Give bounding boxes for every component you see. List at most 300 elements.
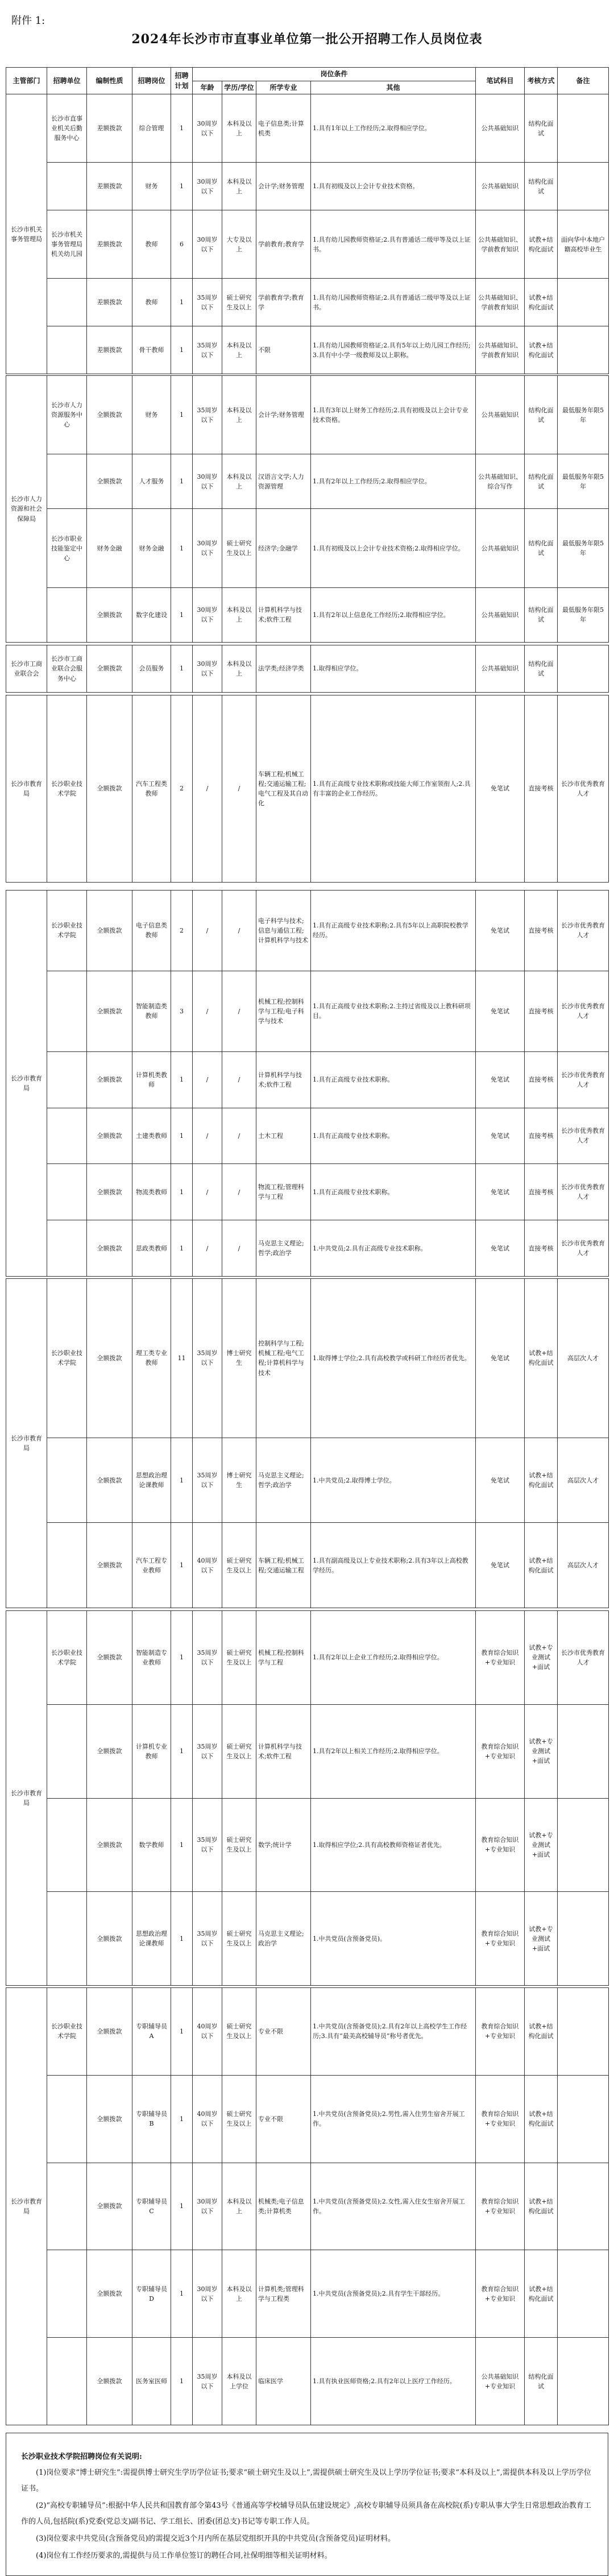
post-cell: 专职辅导员D (132, 2250, 171, 2338)
method-cell: 结构化面试 (525, 163, 558, 210)
exam-cell: 免笔试 (476, 1051, 525, 1108)
edu-cell: 本科及以上 (222, 163, 256, 210)
unit-cell (47, 1108, 87, 1164)
unit-cell (47, 1220, 87, 1277)
other-cell: 1.具有正高级专业技术职称。 (311, 1164, 476, 1220)
other-cell: 1.具有正高级专业技术职称;2.具有5年以上高职院校教学经历。 (311, 891, 476, 971)
age-cell: 35周岁以下 (193, 1279, 222, 1438)
num-cell: 1 (171, 163, 193, 210)
remark-cell (558, 2163, 609, 2250)
other-cell: 1.具有2年以上信息化工作经历;2.取得相应学位。 (311, 587, 476, 642)
other-cell: 1.取得相应学位。 (311, 645, 476, 693)
note-item: (1)岗位要求“博士研究生”:需提供博士研究生学历学位证书;要求“硕士研究生及以上”,需提供硕士研究生及以上学历学位证书;要求“本科及以上”,需提供本科及以上学历学位证书。 (21, 2468, 591, 2493)
unit-cell: 长沙职业技术学院 (47, 1611, 87, 1705)
age-cell: / (193, 1164, 222, 1220)
major-cell: 机械类;电子信息类;计算机类 (256, 2163, 311, 2250)
remark-cell: 长沙市优秀教育人才 (558, 1220, 609, 1277)
unit-cell (47, 1164, 87, 1220)
header-post: 招聘岗位 (132, 68, 171, 94)
unit-cell (47, 1704, 87, 1798)
table-row (6, 1220, 609, 1277)
remark-cell: 最低服务年限5年 (558, 454, 609, 509)
other-cell: 1.中共党员;2.取得博士学位。 (311, 1438, 476, 1523)
edu-cell: / (222, 1108, 256, 1164)
method-cell: 结构化面试 (525, 587, 558, 642)
exam-cell: 免笔试 (476, 1438, 525, 1523)
num-cell: 1 (171, 1798, 193, 1892)
major-cell: 物流工程;管理科学与工程 (256, 1164, 311, 1220)
header-type: 编制性质 (87, 68, 132, 94)
type-cell: 全额拨款 (87, 1523, 132, 1608)
age-cell: / (193, 971, 222, 1051)
num-cell: 2 (171, 695, 193, 883)
method-cell: 结构化面试 (525, 509, 558, 587)
dept-cell: 长沙市人力资源和社会保障局 (6, 376, 47, 643)
type-cell: 全额拨款 (87, 1611, 132, 1705)
table-row (6, 1164, 609, 1220)
table-row (6, 326, 609, 374)
method-cell: 试教+结构化面试 (525, 2250, 558, 2338)
unit-cell (47, 1051, 87, 1108)
exam-cell: 免笔试 (476, 1279, 525, 1438)
type-cell: 全额拨款 (87, 695, 132, 883)
header-major: 所学专业 (256, 81, 311, 94)
other-cell: 1.中共党员(含预备党员);2.男性,需入住男生宿舍开展工作。 (311, 2075, 476, 2163)
table-row (6, 94, 609, 163)
remark-cell (558, 1988, 609, 2076)
remark-cell: 长沙市优秀教育人才 (558, 1108, 609, 1164)
header-method: 考核方式 (525, 68, 558, 94)
method-cell: 直接考核 (525, 971, 558, 1051)
notes-title: 长沙职业技术学院招聘岗位有关说明: (21, 2453, 142, 2461)
unit-cell (47, 971, 87, 1051)
edu-cell: 硕士研究生及以上 (222, 1892, 256, 1986)
unit-cell (47, 1798, 87, 1892)
unit-cell: 长沙市机关事务管理局机关幼儿园 (47, 210, 87, 279)
other-cell: 1.具有初级及以上会计专业技术资格;2.取得相应学位。 (311, 509, 476, 587)
major-cell: 会计学;财务管理 (256, 163, 311, 210)
age-cell: / (193, 891, 222, 971)
age-cell: 35周岁以下 (193, 2338, 222, 2425)
edu-cell: 大专及以上 (222, 210, 256, 279)
type-cell: 差额拨款 (87, 210, 132, 279)
age-cell: 35周岁以下 (193, 1892, 222, 1986)
major-cell: 机械工程;控制科学与工程 (256, 1611, 311, 1705)
age-cell: 40周岁以下 (193, 1523, 222, 1608)
edu-cell: 本科及以上学位 (222, 2338, 256, 2425)
exam-cell: 免笔试 (476, 1220, 525, 1277)
post-cell: 智能制造专业教师 (132, 1611, 171, 1705)
age-cell: 30周岁以下 (193, 587, 222, 642)
major-cell: 车辆工程;机械工程;交通运输工程;电气工程及其自动化 (256, 695, 311, 883)
post-cell: 财务 (132, 376, 171, 454)
major-cell: 电子信息类;计算机类 (256, 94, 311, 163)
post-cell: 教师 (132, 279, 171, 326)
other-cell: 1.具有执业医师资格;2.具有2年以上医疗工作经历。 (311, 2338, 476, 2425)
note-item: (4)岗位有工作经历要求的,需提供与员工作单位签订的聘任合同,社保明细等相关证明材料。 (36, 2551, 332, 2560)
method-cell: 直接考核 (525, 1051, 558, 1108)
post-cell: 汽车工程类教师 (132, 695, 171, 883)
unit-cell (47, 326, 87, 374)
post-cell: 智能制造类教师 (132, 971, 171, 1051)
dept-cell: 长沙市工商业联合会 (6, 645, 47, 693)
post-cell: 人才服务 (132, 454, 171, 509)
method-cell: 结构化面试 (525, 376, 558, 454)
age-cell: 30周岁以下 (193, 2250, 222, 2338)
table-row (6, 279, 609, 326)
method-cell: 结构化面试 (525, 645, 558, 693)
table-row (6, 1438, 609, 1523)
type-cell: 全额拨款 (87, 376, 132, 454)
exam-cell: 公共基础知识、学前教育知识 (476, 279, 525, 326)
type-cell: 全额拨款 (87, 1108, 132, 1164)
type-cell: 全额拨款 (87, 891, 132, 971)
table-row (6, 1108, 609, 1164)
header-edu: 学历/学位 (222, 81, 256, 94)
unit-cell: 长沙职业技术学院 (47, 891, 87, 971)
unit-cell: 长沙市直事业机关后勤服务中心 (47, 94, 87, 163)
table-row (6, 695, 609, 883)
remark-cell: 最低服务年限5年 (558, 509, 609, 587)
table-row (6, 1988, 609, 2076)
major-cell: 计算机科学与技术;软件工程 (256, 1051, 311, 1108)
table-row (6, 1611, 609, 1705)
type-cell: 全额拨款 (87, 1704, 132, 1798)
num-cell: 3 (171, 971, 193, 1051)
header-num: 招聘计划 (171, 68, 193, 94)
job-table (6, 375, 609, 643)
table-row (6, 210, 609, 279)
type-cell: 全额拨款 (87, 1220, 132, 1277)
unit-cell (47, 454, 87, 509)
type-cell: 全额拨款 (87, 1988, 132, 2076)
header-dept: 主管部门 (6, 68, 47, 94)
num-cell: 1 (171, 1611, 193, 1705)
note-item: (3)岗位要求中共党员(含预备党员)的需提交近3个月内所在基层党组织开具的中共党员(含预备党员)证明材料。 (36, 2534, 395, 2543)
other-cell: 1.中共党员(含预备党员);2.具有学生干部经历。 (311, 2250, 476, 2338)
major-cell: 专业不限 (256, 2075, 311, 2163)
remark-cell (558, 2338, 609, 2425)
unit-cell: 长沙市人力资源服务中心 (47, 376, 87, 454)
exam-cell: 公共基础知识 (476, 94, 525, 163)
age-cell: / (193, 1108, 222, 1164)
method-cell: 试教+结构化面试 (525, 2163, 558, 2250)
job-table (6, 1987, 609, 2425)
exam-cell: 公共基础知识、综合写作 (476, 454, 525, 509)
edu-cell: 本科及以上 (222, 2250, 256, 2338)
dept-cell: 长沙市教育局 (6, 891, 47, 1277)
method-cell: 试教+结构化面试 (525, 279, 558, 326)
num-cell: 1 (171, 1523, 193, 1608)
major-cell: 数学;统计学 (256, 1798, 311, 1892)
edu-cell: 本科及以上 (222, 454, 256, 509)
exam-cell: 教育综合知识+专业知识 (476, 2075, 525, 2163)
exam-cell: 公共基础知识 (476, 163, 525, 210)
edu-cell: 本科及以上 (222, 2163, 256, 2250)
major-cell: 机械工程;控制科学与工程;电子科学与技术 (256, 971, 311, 1051)
unit-cell: 长沙市职业技能鉴定中心 (47, 509, 87, 587)
num-cell: 1 (171, 1108, 193, 1164)
table-row (6, 2075, 609, 2163)
post-cell: 骨干教师 (132, 326, 171, 374)
num-cell: 1 (171, 2163, 193, 2250)
post-cell: 医务室医师 (132, 2338, 171, 2425)
post-cell: 数字化建设 (132, 587, 171, 642)
exam-cell: 免笔试 (476, 1164, 525, 1220)
num-cell: 1 (171, 509, 193, 587)
other-cell: 1.取得博士学位;2.具有高校教学或科研工作经历者优先。 (311, 1279, 476, 1438)
method-cell: 试教+专业测试+面试 (525, 1611, 558, 1705)
table-row (6, 1051, 609, 1108)
type-cell: 差额拨款 (87, 326, 132, 374)
other-cell: 1.中共党员(含预备党员);2.女性,需入住女生宿舍开展工作。 (311, 2163, 476, 2250)
edu-cell: / (222, 1164, 256, 1220)
major-cell: 计算机科学与技术;软件工程 (256, 1704, 311, 1798)
post-cell: 理工类专业教师 (132, 1279, 171, 1438)
unit-cell: 长沙职业技术学院 (47, 695, 87, 883)
type-cell: 财务金融 (87, 509, 132, 587)
job-table (6, 1610, 609, 1986)
header-other: 其他 (311, 81, 476, 94)
post-cell: 计算机专业教师 (132, 1704, 171, 1798)
exam-cell: 教育综合知识+专业知识 (476, 1704, 525, 1798)
other-cell: 1.具有正高级专业技术职称。 (311, 1051, 476, 1108)
other-cell: 1.具有幼儿园教师资格证;2.具有普通话二级甲等及以上证书。 (311, 210, 476, 279)
job-table (6, 1278, 609, 1608)
note-item: (2)“高校专职辅导员”:根据中华人民共和国教育部令第43号《普通高等学校辅导员队伍建设规定》,高校专职辅导员须具备在高校院(系)专职从事大学生日常思想政治教育工作的人员,包括院(系)党委(党总支)副书记、学工组长、团委(团总支)书记等专职工作人员。 (21, 2501, 591, 2526)
unit-cell (47, 1438, 87, 1523)
method-cell: 试教+专业测试+面试 (525, 1704, 558, 1798)
other-cell: 1.取得相应学位;2.具有高校教师资格证者优先。 (311, 1798, 476, 1892)
post-cell: 数学教师 (132, 1798, 171, 1892)
method-cell: 试教+结构化面试 (525, 210, 558, 279)
major-cell: 车辆工程;机械工程;交通运输工程 (256, 1523, 311, 1608)
dept-cell: 长沙市教育局 (6, 1611, 47, 1986)
other-cell: 1.中共党员;2.具有正高级专业技术职称。 (311, 1220, 476, 1277)
age-cell: 35周岁以下 (193, 376, 222, 454)
header-cond: 岗位条件 (193, 68, 476, 81)
num-cell: 11 (171, 1279, 193, 1438)
type-cell: 全额拨款 (87, 2075, 132, 2163)
remark-cell: 长沙市优秀教育人才 (558, 1164, 609, 1220)
edu-cell: / (222, 1220, 256, 1277)
table-row (6, 509, 609, 587)
edu-cell: 硕士研究生及以上 (222, 1798, 256, 1892)
table-row (6, 2338, 609, 2425)
page-title: 2024年长沙市市直事业单位第一批公开招聘工作人员岗位表 (131, 32, 483, 47)
unit-cell: 长沙职业技术学院 (47, 1988, 87, 2076)
remark-cell (558, 163, 609, 210)
age-cell: 35周岁以下 (193, 279, 222, 326)
method-cell: 直接考核 (525, 891, 558, 971)
unit-cell: 长沙市工商业联合会服务中心 (47, 645, 87, 693)
post-cell: 思政类教师 (132, 1220, 171, 1277)
header-unit: 招聘单位 (47, 68, 87, 94)
remark-cell: 长沙市优秀教育人才 (558, 971, 609, 1051)
method-cell: 试教+结构化面试 (525, 2075, 558, 2163)
remark-cell: 最低服务年限5年 (558, 587, 609, 642)
edu-cell: / (222, 971, 256, 1051)
major-cell: 马克思主义理论;政治学 (256, 1892, 311, 1986)
post-cell: 土建类教师 (132, 1108, 171, 1164)
other-cell: 1.具有2年以上工作经历;2.取得相应学位。 (311, 454, 476, 509)
exam-cell: 免笔试 (476, 1523, 525, 1608)
method-cell: 试教+结构化面试 (525, 1279, 558, 1438)
exam-cell: 公共基础知识+专业知识 (476, 2338, 525, 2425)
dept-cell: 长沙市教育局 (6, 1988, 47, 2425)
major-cell: 临床医学 (256, 2338, 311, 2425)
exam-cell: 教育综合知识+专业知识 (476, 1798, 525, 1892)
major-cell: 电子科学与技术;信息与通信工程;计算机科学与技术 (256, 891, 311, 971)
major-cell: 法学类;经济学类 (256, 645, 311, 693)
type-cell: 全额拨款 (87, 2163, 132, 2250)
remark-cell (558, 1704, 609, 1798)
major-cell: 会计学;财务管理 (256, 376, 311, 454)
table-row (6, 1798, 609, 1892)
post-cell: 财务金融 (132, 509, 171, 587)
major-cell: 控制科学与工程;机械工程;电气工程;计算机科学与技术 (256, 1279, 311, 1438)
table-row (6, 891, 609, 971)
post-cell: 物流类教师 (132, 1164, 171, 1220)
edu-cell: 本科及以上 (222, 326, 256, 374)
job-table (6, 645, 609, 693)
header-age: 年龄 (193, 81, 222, 94)
remark-cell (558, 1798, 609, 1892)
table-row (6, 2250, 609, 2338)
age-cell: 30周岁以下 (193, 509, 222, 587)
other-cell: 1.具有正高级专业技术职称;2.主持过省级及以上教科研项目。 (311, 971, 476, 1051)
type-cell: 全额拨款 (87, 1438, 132, 1523)
table-row (6, 376, 609, 454)
remark-cell (558, 2075, 609, 2163)
age-cell: 35周岁以下 (193, 1611, 222, 1705)
notes-box (6, 2433, 608, 2576)
major-cell: 专业不限 (256, 1988, 311, 2076)
type-cell: 全额拨款 (87, 1279, 132, 1438)
unit-cell (47, 587, 87, 642)
edu-cell: 硕士研究生及以上 (222, 1523, 256, 1608)
num-cell: 1 (171, 1704, 193, 1798)
method-cell: 试教+结构化面试 (525, 326, 558, 374)
major-cell: 土木工程 (256, 1108, 311, 1164)
type-cell: 差额拨款 (87, 279, 132, 326)
header-row (6, 68, 609, 81)
edu-cell: 硕士研究生及以上 (222, 2075, 256, 2163)
major-cell: 计算机科学与技术;软件工程 (256, 587, 311, 642)
remark-cell (558, 1892, 609, 1986)
attachment-label: 附件 1: (11, 15, 45, 27)
method-cell: 结构化面试 (525, 2338, 558, 2425)
table-row (6, 163, 609, 210)
unit-cell (47, 2338, 87, 2425)
age-cell: 35周岁以下 (193, 1704, 222, 1798)
table-row (6, 971, 609, 1051)
other-cell: 1.具有正高级专业技术职称或技能大师工作室领衔人;2.具有丰富的企业工作经历。 (311, 695, 476, 883)
exam-cell: 免笔试 (476, 695, 525, 883)
method-cell: 直接考核 (525, 1220, 558, 1277)
exam-cell: 公共基础知识 (476, 376, 525, 454)
num-cell: 1 (171, 376, 193, 454)
unit-cell (47, 2250, 87, 2338)
method-cell: 结构化面试 (525, 94, 558, 163)
type-cell: 全额拨款 (87, 971, 132, 1051)
post-cell: 电子信息类教师 (132, 891, 171, 971)
method-cell: 试教+专业测试+面试 (525, 1798, 558, 1892)
header-remark: 备注 (558, 68, 609, 94)
edu-cell: 本科及以上 (222, 587, 256, 642)
remark-cell: 面向华中本地户籍高校毕业生 (558, 210, 609, 279)
header-exam: 笔试科目 (476, 68, 525, 94)
num-cell: 1 (171, 326, 193, 374)
major-cell: 计算机类;管理科学与工程类 (256, 2250, 311, 2338)
major-cell: 学前教育学;教育学 (256, 279, 311, 326)
edu-cell: 博士研究生 (222, 1438, 256, 1523)
exam-cell: 公共基础知识 (476, 645, 525, 693)
remark-cell: 长沙市优秀教育人才 (558, 695, 609, 883)
major-cell: 马克思主义理论;哲学;政治学 (256, 1220, 311, 1277)
exam-cell: 免笔试 (476, 891, 525, 971)
remark-cell: 最低服务年限5年 (558, 376, 609, 454)
exam-cell: 教育综合知识+专业知识 (476, 2163, 525, 2250)
dept-cell: 长沙市教育局 (6, 1279, 47, 1608)
edu-cell: 本科及以上 (222, 94, 256, 163)
unit-cell (47, 163, 87, 210)
type-cell: 全额拨款 (87, 1798, 132, 1892)
remark-cell (558, 645, 609, 693)
method-cell: 直接考核 (525, 1108, 558, 1164)
major-cell: 不限 (256, 326, 311, 374)
num-cell: 1 (171, 1892, 193, 1986)
method-cell: 结构化面试 (525, 454, 558, 509)
exam-cell: 公共基础知识 (476, 587, 525, 642)
exam-cell: 公共基础知识、学前教育知识 (476, 326, 525, 374)
other-cell: 1.中共党员(含预备党员)。 (311, 1892, 476, 1986)
type-cell: 全额拨款 (87, 1892, 132, 1986)
job-table (6, 890, 609, 1277)
type-cell: 全额拨款 (87, 2250, 132, 2338)
table-row (6, 1279, 609, 1438)
age-cell: 40周岁以下 (193, 2075, 222, 2163)
other-cell: 1.具有3年以上财务工作经历;2.具有初级及以上会计专业技术资格。 (311, 376, 476, 454)
exam-cell: 免笔试 (476, 1108, 525, 1164)
table-row (6, 587, 609, 642)
exam-cell: 公共基础知识 (476, 509, 525, 587)
remark-cell (558, 2250, 609, 2338)
age-cell: 30周岁以下 (193, 210, 222, 279)
remark-cell: 长沙市优秀教育人才 (558, 1051, 609, 1108)
table-row (6, 1523, 609, 1608)
age-cell: / (193, 1220, 222, 1277)
exam-cell: 教育综合知识+专业知识 (476, 1611, 525, 1705)
method-cell: 直接考核 (525, 1164, 558, 1220)
major-cell: 汉语言文学;人力资源管理 (256, 454, 311, 509)
method-cell: 直接考核 (525, 695, 558, 883)
unit-cell: 长沙职业技术学院 (47, 1279, 87, 1438)
num-cell: 1 (171, 279, 193, 326)
unit-cell (47, 1523, 87, 1608)
num-cell: 2 (171, 891, 193, 971)
type-cell: 差额拨款 (87, 94, 132, 163)
age-cell: 30周岁以下 (193, 163, 222, 210)
exam-cell: 教育综合知识+专业知识 (476, 1892, 525, 1986)
remark-cell (558, 94, 609, 163)
post-cell: 教师 (132, 210, 171, 279)
edu-cell: 硕士研究生及以上 (222, 509, 256, 587)
num-cell: 1 (171, 94, 193, 163)
num-cell: 1 (171, 1438, 193, 1523)
exam-cell: 教育综合知识+专业知识 (476, 2250, 525, 2338)
num-cell: 1 (171, 1220, 193, 1277)
